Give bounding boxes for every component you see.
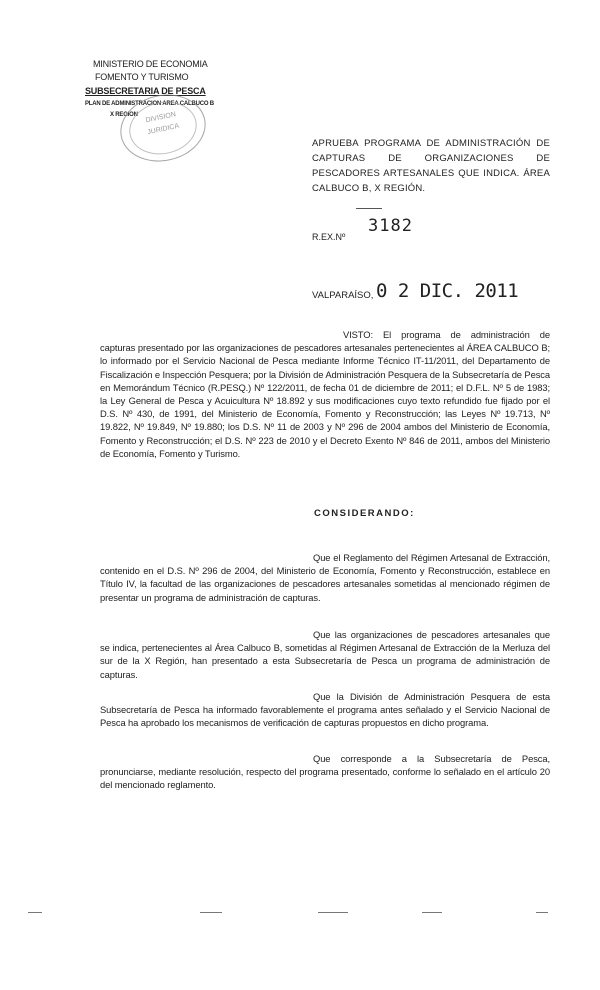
number-dash bbox=[356, 208, 382, 209]
plan-line: PLAN DE ADMINISTRACION AREA CALBUCO B bbox=[85, 101, 214, 107]
scan-mark bbox=[422, 912, 442, 913]
ministry-subtitle: FOMENTO Y TURISMO bbox=[95, 72, 189, 82]
scan-mark bbox=[28, 912, 42, 913]
date-place: VALPARAÍSO, bbox=[312, 290, 374, 301]
visto-paragraph: VISTO: El programa de administración de capturas presentado por las organizaciones de pescadores artesanales pertenecientes al ÁREA CALBUCO B; lo informado por el Servicio Nacional de Pesca mediante Informe Técnico IT-11/2011, del Departamento de Fiscalización e Inspección Pesquera; por la División de Administración Pesquera de la Subsecretaría de Pesca en Memorándum Técnico (R.PESQ.) Nº 122/2011, de fecha 01 de diciembre de 2011; el D.F.L. Nº 5 de 1983; la Ley General de Pesca y Acuicultura Nº 18.892 y sus modificaciones cuyo texto refundido fue fijado por el D.S. Nº 430, de 1991, del Ministerio de Economía, Fomento y Reconstrucción; las Leyes Nº 19.713, Nº 19.822, Nº 19.849, Nº 19.880; los D.S. Nº 11 de 2003 y Nº 296 de 2004 ambos del Ministerio de Economía, Fomento y Reconstrucción; el D.S. Nº 223 de 2010 y el Decreto Exento Nº 846 de 2011, ambos del Ministerio de Economía, Fomento y Turismo. bbox=[100, 329, 550, 459]
ministry-name: MINISTERIO DE ECONOMIA bbox=[93, 59, 208, 69]
date-stamp: 0 2 DIC. 2011 bbox=[376, 280, 519, 302]
scan-mark bbox=[318, 912, 348, 913]
stamp-text-top: DIVISION bbox=[145, 111, 177, 125]
region-line: X REGION bbox=[110, 112, 138, 118]
scan-mark bbox=[200, 912, 222, 913]
subsecretaria-name: SUBSECRETARIA DE PESCA bbox=[85, 86, 206, 96]
considerando-paragraph-1: Que el Reglamento del Régimen Artesanal de Extracción, contenido en el D.S. Nº 296 de 2004, del Ministerio de Economía, Fomento y Reconstrucción, establece en Título IV, la facultad de las organizaciones de pescadores artesanales sometidas al mencionado régimen de presentar un programa de administración de capturas. bbox=[100, 552, 550, 603]
considerando-heading: CONSIDERANDO: bbox=[314, 508, 415, 519]
considerando-paragraph-2: Que las organizaciones de pescadores artesanales que se indica, pertenecientes al Área Calbuco B, sometidas al Régimen Artesanal de Extracción de la Merluza del sur de la X Región, han presentado a esta Subsecretaría de Pesca un programa de administración de capturas. bbox=[100, 629, 550, 680]
considerando-paragraph-3: Que la División de Administración Pesquera de esta Subsecretaría de Pesca ha informado favorablemente el programa antes señalado y el Servicio Nacional de Pesca ha aprobado los mecanismos de verificación de capturas propuestos en dicho programa. bbox=[100, 691, 550, 729]
stamp-text-bottom: JURIDICA bbox=[146, 122, 180, 137]
considerando-paragraph-4: Que corresponde a la Subsecretaría de Pesca, pronunciarse, mediante resolución, respecto del programa presentado, conforme lo señalado en el artículo 20 del mencionado reglamento. bbox=[100, 753, 550, 791]
resolution-number-label: R.EX.Nº bbox=[312, 232, 346, 242]
resolution-subject: APRUEBA PROGRAMA DE ADMINISTRACIÓN DE CAPTURAS DE ORGANIZACIONES DE PESCADORES ARTESANALES QUE INDICA. ÁREA CALBUCO B, X REGIÓN. bbox=[312, 138, 550, 194]
scan-mark bbox=[536, 912, 548, 913]
resolution-number: 3182 bbox=[368, 216, 413, 236]
